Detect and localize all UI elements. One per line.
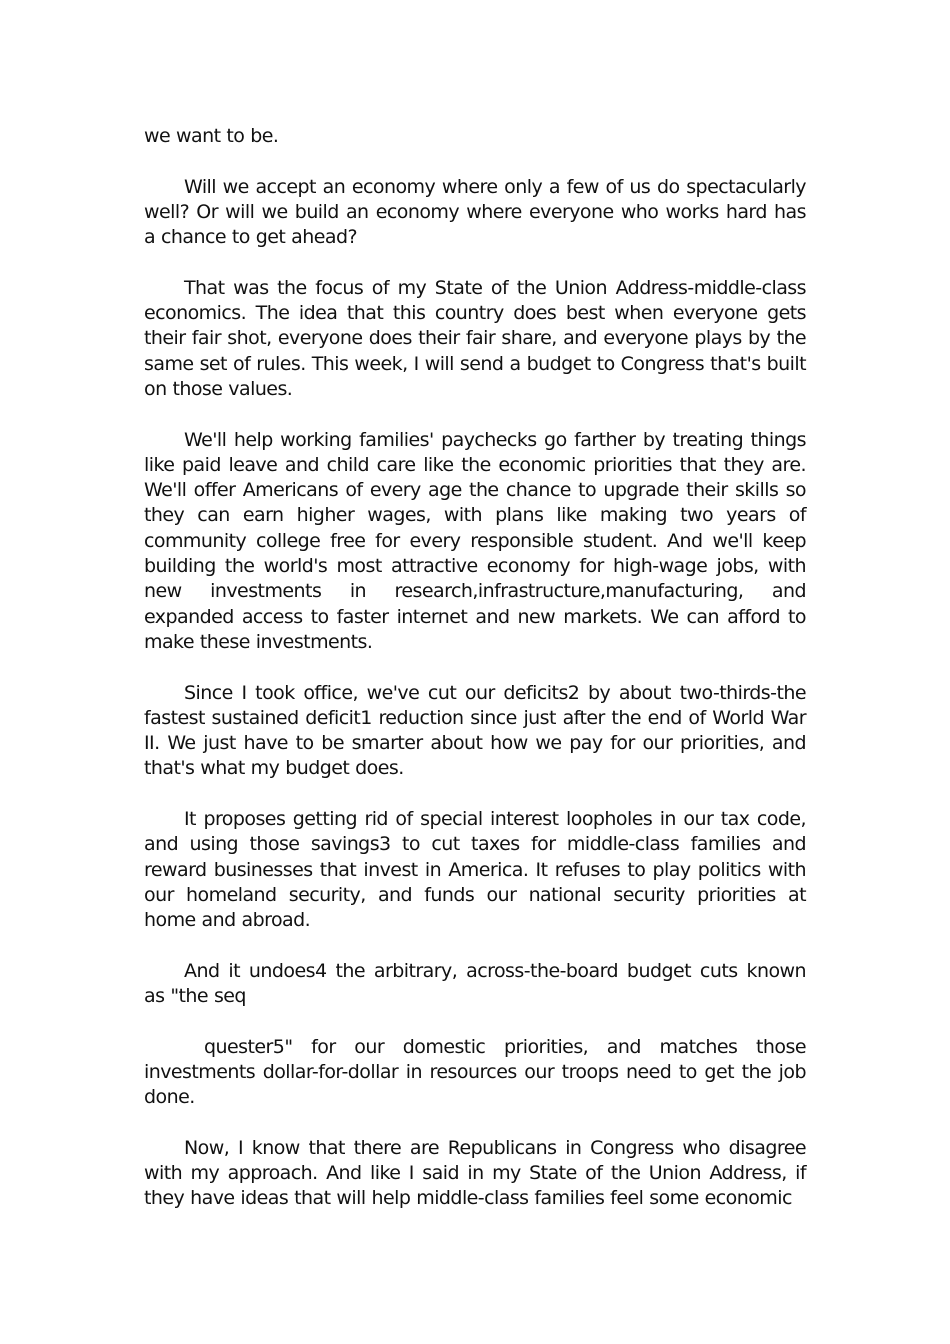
- paragraph-3: That was the focus of my State of the Union Address-middle-class economics. The idea that this country does best when everyone gets their fair shot, everyone does their fair share, and everyone plays by the same set of rules. This week, I will send a budget to Congress that's built on those values.: [144, 276, 806, 400]
- paragraph-4: We'll help working families' paychecks go farther by treating things like paid leave and child care like the economic priorities that they are. We'll offer Americans of every age the chance to upgrade their skills so they can earn higher wages, with plans like making two years of community college free for every responsible student. And we'll keep building the world's most attractive economy for high-wage jobs, with new investments in research,infrastructure,manufacturing, and expanded access to faster internet and new markets. We can afford to make these investments.: [144, 428, 806, 653]
- paragraph-8: quester5" for our domestic priorities, and matches those investments dollar-for-dollar in resources our troops need to get the job done.: [144, 1035, 806, 1109]
- paragraph-2: Will we accept an economy where only a few of us do spectacularly well? Or will we build an economy where everyone who works hard has a chance to get ahead?: [144, 175, 806, 249]
- paragraph-6: It proposes getting rid of special interest loopholes in our tax code, and using those savings3 to cut taxes for middle-class families and reward businesses that invest in America. It refuses to play politics with our homeland security, and funds our national security priorities at home and abroad.: [144, 808, 806, 932]
- paragraph-9: Now, I know that there are Republicans in Congress who disagree with my approach. And like I said in my State of the Union Address, if they have ideas that will help middle-class families feel some economic: [144, 1136, 806, 1210]
- paragraph-7: And it undoes4 the arbitrary, across-the-board budget cuts known as "the seq: [144, 959, 806, 1008]
- paragraph-1: we want to be.: [144, 125, 279, 147]
- paragraph-5: Since I took office, we've cut our deficits2 by about two-thirds-the fastest sustained deficit1 reduction since just after the end of World War II. We just have to be smarter about how we pay for our priorities, and that's what my budget does.: [144, 681, 806, 780]
- document-body: [144, 124, 806, 1237]
